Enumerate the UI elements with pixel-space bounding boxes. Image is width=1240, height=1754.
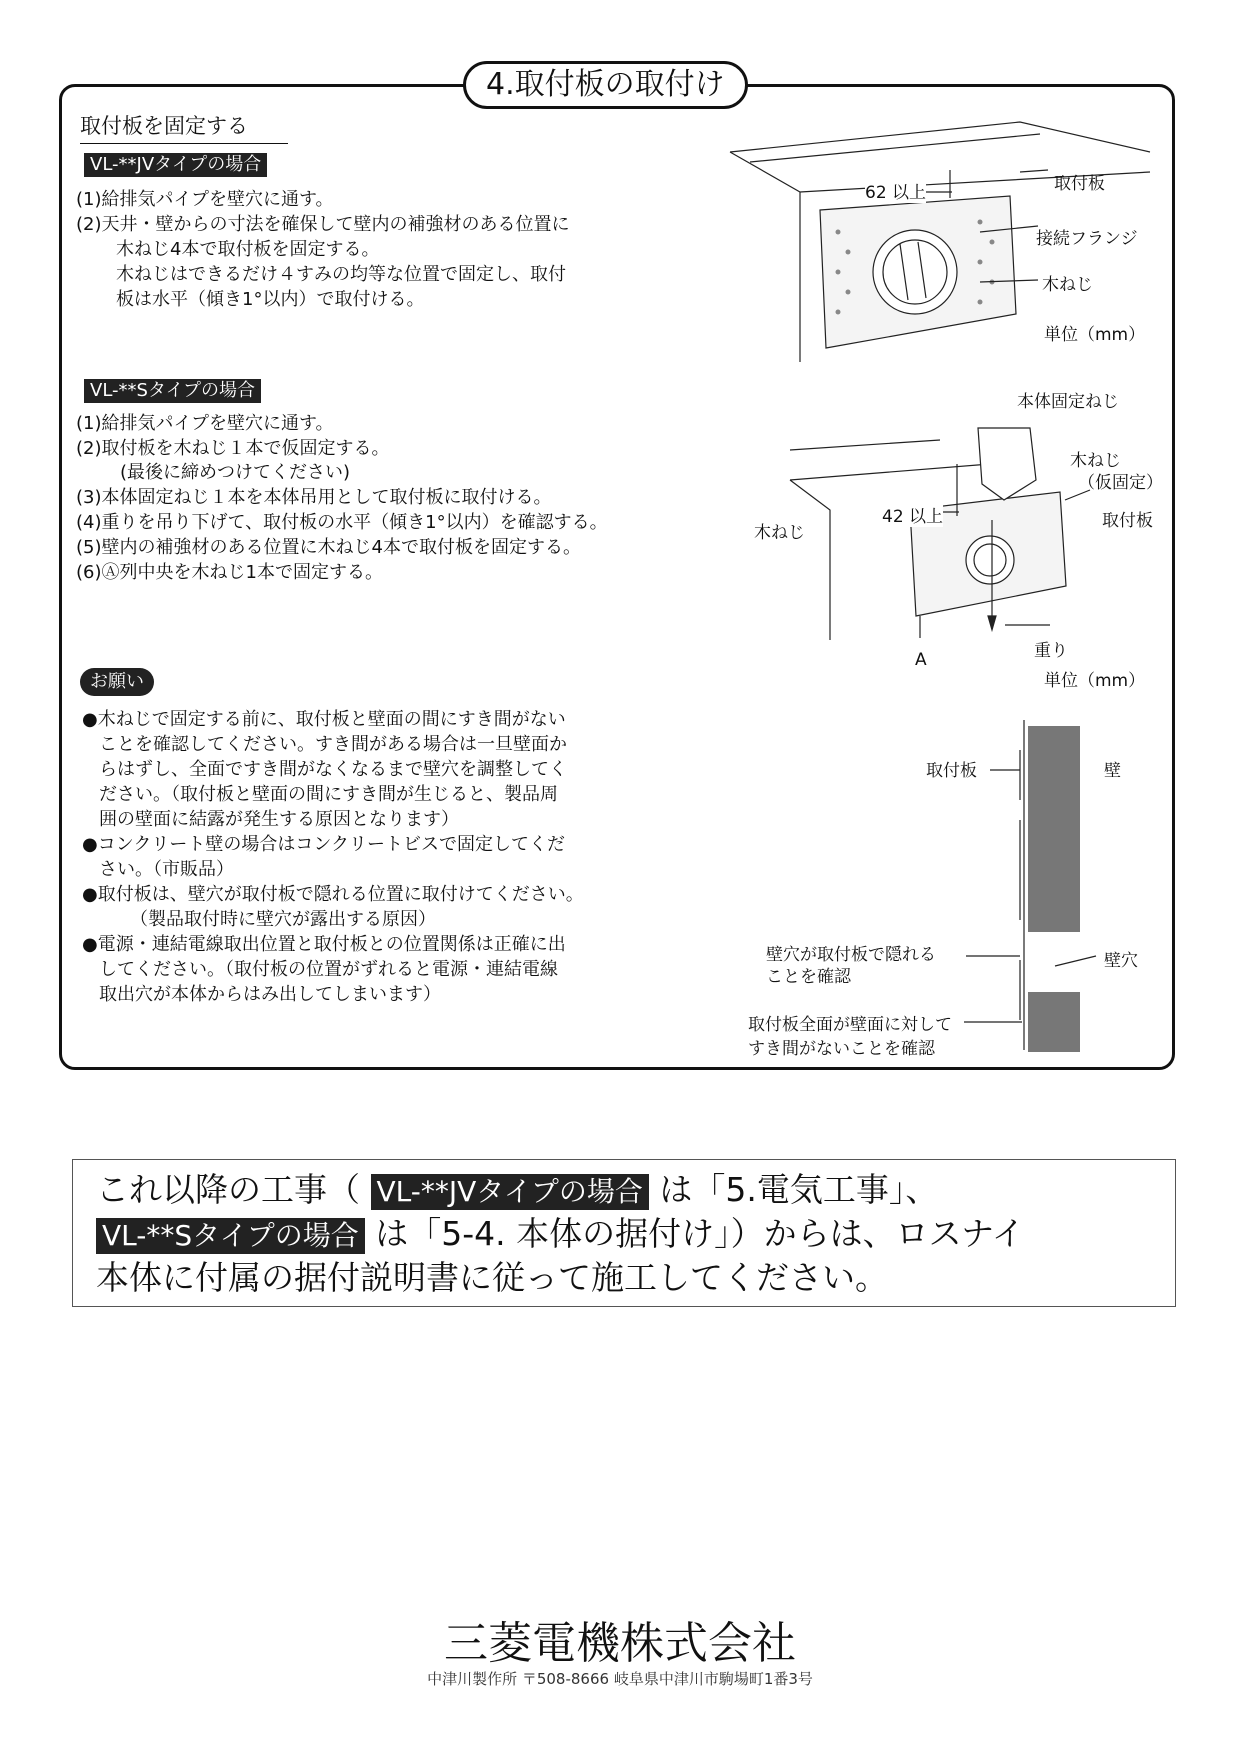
subsection-heading: 取付板を固定する <box>80 110 288 144</box>
section-hole-hidden-line2: ことを確認 <box>766 967 851 987</box>
s-wood-screw-label: 木ねじ <box>754 523 805 543</box>
jv-step-2-note-cont: 板は水平（傾き1°以内）で取付ける。 <box>116 289 425 310</box>
section-no-gap-line2: すき間がないことを確認 <box>748 1039 935 1059</box>
section-hole-hidden-line1: 壁穴が取付板で隠れる <box>766 945 936 965</box>
notice-line-2: ことを確認してください。すき間がある場合は一旦壁面か <box>99 734 567 755</box>
company-address: 中津川製作所 〒508-8666 岐阜県中津川市駒場町1番3号 <box>427 1670 813 1688</box>
jv-step-1: (1)給排気パイプを壁穴に通す。 <box>76 189 334 210</box>
jv-flange-label: 接続フランジ <box>1036 229 1138 249</box>
notice-badge: お願い <box>80 668 154 696</box>
s-step-1: (1)給排気パイプを壁穴に通す。 <box>76 413 334 434</box>
followup-line-2-post: は「5-4. 本体の据付け」）からは、ロスナイ <box>375 1214 1025 1253</box>
s-step-4: (4)重りを吊り下げて、取付板の水平（傾き1°以内）を確認する。 <box>76 512 608 533</box>
company-name: 三菱電機株式会社 <box>444 1618 796 1669</box>
jv-dimension-label: 62 以上 <box>865 178 926 203</box>
followup-line-3: 本体に付属の据付説明書に従って施工してください。 <box>96 1258 888 1297</box>
s-step-6: (6)Ⓐ列中央を木ねじ1本で固定する。 <box>76 562 383 583</box>
section-plate-label: 取付板 <box>926 761 977 781</box>
s-step-5: (5)壁内の補強材のある位置に木ねじ4本で取付板を固定する。 <box>76 537 581 558</box>
s-plate-label: 取付板 <box>1102 511 1153 531</box>
notice-line-7: さい。（市販品） <box>99 859 234 880</box>
jv-screw-label: 木ねじ <box>1042 275 1093 295</box>
notice-line-12: 取出穴が本体からはみ出してしまいます） <box>99 984 441 1005</box>
s-step-2: (2)取付板を木ねじ１本で仮固定する。 <box>76 438 390 459</box>
followup-line-1 <box>96 1168 938 1212</box>
notice-line-6: ●コンクリート壁の場合はコンクリートビスで固定してくだ <box>82 834 565 855</box>
s-step-3: (3)本体固定ねじ１本を本体吊用として取付板に取付ける。 <box>76 487 552 508</box>
jv-plate-label: 取付板 <box>1054 174 1105 194</box>
notice-line-9: （製品取付時に壁穴が露出する原因） <box>130 909 436 930</box>
jv-unit-label: 単位（mm） <box>1044 325 1146 345</box>
section-title: 4.取付板の取付け <box>463 61 748 109</box>
notice-line-3: らはずし、全面ですき間がなくなるまで壁穴を調整してく <box>99 759 567 780</box>
s-step-2-note: (最後に締めつけてください) <box>120 462 351 483</box>
followup-line-1-post: は「5.電気工事」、 <box>659 1170 939 1209</box>
section-hole-label: 壁穴 <box>1104 951 1138 971</box>
section-wall-label: 壁 <box>1104 761 1121 781</box>
section-no-gap-line1: 取付板全面が壁面に対して <box>748 1015 952 1035</box>
notice-line-10: ●電源・連結電線取出位置と取付板との位置関係は正確に出 <box>82 934 566 955</box>
followup-s-tag: VL-**Sタイプの場合 <box>96 1218 365 1254</box>
jv-step-2-note: 木ねじはできるだけ４すみの均等な位置で固定し、取付 <box>116 264 566 285</box>
s-temp-fix-label: （仮固定） <box>1078 473 1163 493</box>
s-type-tag: VL-**Sタイプの場合 <box>84 379 261 403</box>
followup-jv-tag: VL-**JVタイプの場合 <box>371 1174 649 1210</box>
s-a-label: A <box>915 650 927 670</box>
jv-step-2: (2)天井・壁からの寸法を確保して壁内の補強材のある位置に <box>76 214 570 235</box>
notice-line-1: ●木ねじで固定する前に、取付板と壁面の間にすき間がない <box>82 709 566 730</box>
s-dimension-label: 42 以上 <box>882 502 943 527</box>
followup-line-1-pre: これ以降の工事（ <box>96 1170 360 1209</box>
notice-line-11: してください。（取付板の位置がずれると電源・連結電線 <box>99 959 558 980</box>
s-unit-label: 単位（mm） <box>1044 671 1146 691</box>
s-temp-screw-label: 木ねじ <box>1070 451 1121 471</box>
jv-type-tag: VL-**JVタイプの場合 <box>84 153 267 177</box>
notice-line-5: 囲の壁面に結露が発生する原因となります） <box>99 809 459 830</box>
notice-line-8: ●取付板は、壁穴が取付板で隠れる位置に取付けてください。 <box>82 884 584 905</box>
jv-step-2-cont: 木ねじ4本で取付板を固定する。 <box>116 239 380 260</box>
s-weight-label: 重り <box>1034 641 1068 661</box>
notice-line-4: ださい。（取付板と壁面の間にすき間が生じると、製品周 <box>99 784 558 805</box>
followup-line-2 <box>96 1212 1025 1256</box>
s-body-screw-label: 本体固定ねじ <box>1017 392 1119 412</box>
